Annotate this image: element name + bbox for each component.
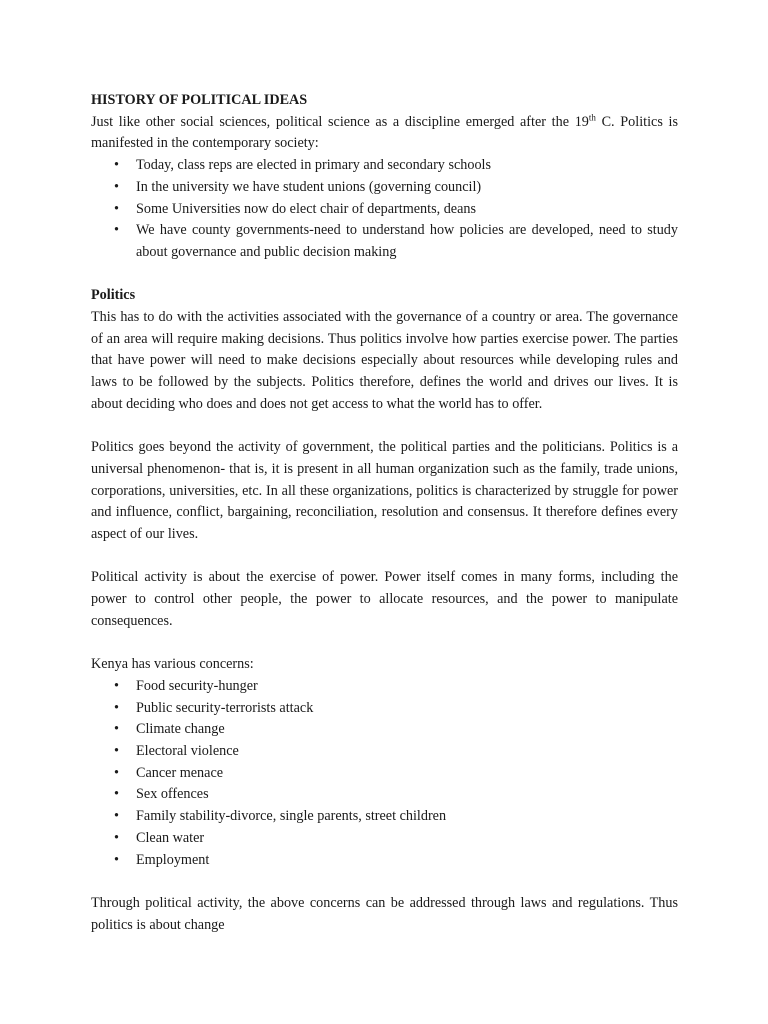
politics-paragraph-2: Politics goes beyond the activity of government, the political parties and the politicians. Politics is a universal phenomenon- that is, it is present in all human organization such as the family, trade unions, corporations, universities, etc. In all these organizations, politics is characterized by struggle for power and influence, conflict, bargaining, reconciliation, resolution and consensus. It therefore defines every aspect of our lives. bbox=[91, 439, 678, 543]
spacer bbox=[91, 633, 678, 655]
list-item: • Today, class reps are elected in primary and secondary schools bbox=[136, 155, 678, 177]
list-item: • In the university we have student unions (governing council) bbox=[136, 177, 678, 199]
document-page bbox=[91, 90, 678, 936]
list-item: • Electoral violence bbox=[136, 741, 678, 763]
spacer bbox=[91, 871, 678, 893]
politics-paragraph-3: Political activity is about the exercise of power. Power itself comes in many forms, including the power to control other people, the power to allocate resources, and the power to manipulate consequences. bbox=[91, 569, 678, 629]
closing-paragraph: Through political activity, the above concerns can be addressed through laws and regulations. Thus politics is about change bbox=[91, 894, 678, 933]
list-item: • Sex offences bbox=[136, 784, 678, 806]
spacer bbox=[91, 264, 678, 286]
intro-paragraph bbox=[91, 112, 678, 155]
list-item: • Family stability-divorce, single parents, street children bbox=[136, 806, 678, 828]
list-item: • Public security-terrorists attack bbox=[136, 698, 678, 720]
spacer bbox=[91, 546, 678, 568]
intro-superscript: th bbox=[588, 111, 596, 122]
kenya-intro: Kenya has various concerns: bbox=[91, 656, 254, 673]
list-item: • Food security-hunger bbox=[136, 676, 678, 698]
list-item: • We have county governments-need to understand how policies are developed, need to study about governance and public decision making bbox=[136, 220, 678, 263]
list-item: • Clean water bbox=[136, 828, 678, 850]
list-item: • Some Universities now do elect chair of departments, deans bbox=[136, 199, 678, 221]
intro-text-after: C. Politics is manifested in the contemporary society: bbox=[91, 113, 678, 152]
list-item: • Cancer menace bbox=[136, 763, 678, 785]
list-item: • Employment bbox=[136, 850, 678, 872]
kenya-bullet-list bbox=[91, 676, 678, 871]
section-heading-politics: Politics bbox=[91, 287, 136, 304]
spacer bbox=[91, 416, 678, 438]
politics-paragraph-1: This has to do with the activities associated with the governance of a country or area. The governance of an area will require making decisions. Thus politics involve how parties exercise power. The parties that have power will need to make decisions especially about resources while developing rules and laws to be followed by the subjects. Politics therefore, defines the world and drives our lives. It is about deciding who does and does not get access to what the world has to offer. bbox=[91, 309, 678, 412]
document-title: HISTORY OF POLITICAL IDEAS bbox=[91, 92, 308, 108]
list-item: • Climate change bbox=[136, 719, 678, 741]
intro-bullet-list bbox=[91, 155, 678, 264]
intro-text-before: Just like other social sciences, political science as a discipline emerged after the 19 bbox=[91, 113, 589, 130]
